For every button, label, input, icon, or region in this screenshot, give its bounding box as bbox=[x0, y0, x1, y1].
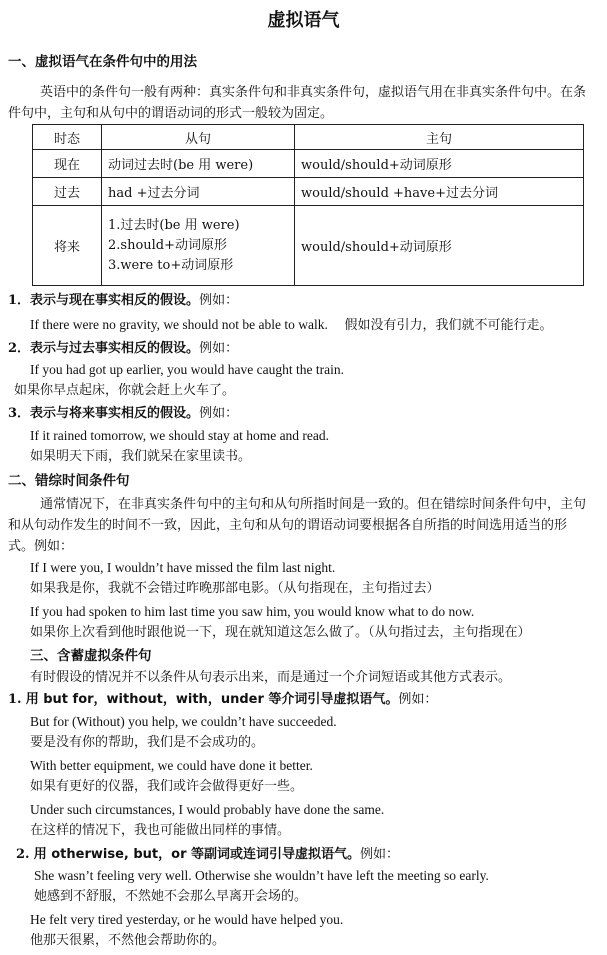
table-row bbox=[33, 178, 584, 206]
document-title: 虚拟语气 bbox=[267, 10, 340, 31]
table-cell-clause bbox=[102, 206, 295, 286]
clause-option: 1.过去时(be 用 were) bbox=[108, 217, 240, 233]
example-chinese: 她感到不舒服，不然她不会那么早离开会场的。 bbox=[34, 889, 308, 904]
point-tail: 例如： bbox=[398, 692, 438, 707]
example-english: He felt very tired yesterday, or he would have helped you. bbox=[30, 912, 344, 927]
table-cell-tense: 将来 bbox=[33, 206, 102, 286]
example-chinese: 如果你上次看到他时跟他说一下，现在就知道这怎么做了。（从句指过去，主句指现在） bbox=[30, 625, 531, 640]
point-title: 表示与将来事实相反的假设。 bbox=[30, 406, 200, 421]
point-2-heading bbox=[8, 339, 238, 359]
point-title: 表示与过去事实相反的假设。 bbox=[30, 341, 200, 356]
table-header-row bbox=[33, 125, 584, 150]
table-cell-main: would/should+动词原形 bbox=[295, 150, 584, 178]
table-cell-main: would/should +have+过去分词 bbox=[295, 178, 584, 206]
table-header-clause: 从句 bbox=[102, 125, 295, 150]
clause-option: 3.were to+动词原形 bbox=[108, 257, 234, 273]
table-cell-tense: 过去 bbox=[33, 178, 102, 206]
point-tail: 例如： bbox=[199, 293, 239, 308]
point-number: 1. bbox=[8, 692, 22, 707]
example-english: With better equipment, we could have done it better. bbox=[30, 758, 313, 773]
example-chinese: 如果你早点起床，你就会赶上火车了。 bbox=[14, 383, 236, 398]
section-1-heading: 一、虚拟语气在条件句中的用法 bbox=[8, 54, 197, 70]
example-english: If I were you, I wouldn’t have missed the film last night. bbox=[30, 560, 336, 575]
example-chinese: 如果我是你，我就不会错过昨晚那部电影。（从句指现在，主句指过去） bbox=[30, 581, 440, 596]
section-2-intro: 通常情况下，在非真实条件句中的主句和从句所指时间是一致的。但在错综时间条件句中，主句和从句动作发生的时间不一致，因此，主句和从句的谓语动词要根据各自所指的时间选用适当的形式。例如： bbox=[8, 497, 587, 554]
point-title: 用 but for，without，with，under 等介词引导虚拟语气。 bbox=[25, 692, 399, 707]
point-title: 表示与现在事实相反的假设。 bbox=[30, 293, 200, 308]
section-3-heading: 三、含蓄虚拟条件句 bbox=[30, 648, 152, 664]
example-english: Under such circumstances, I would probably have done the same. bbox=[30, 802, 385, 817]
table-row bbox=[33, 206, 584, 286]
example-chinese: 他那天很累，不然他会帮助你的。 bbox=[30, 933, 226, 948]
example-chinese: 要是没有你的帮助，我们是不会成功的。 bbox=[30, 735, 265, 750]
section-2-heading: 二、错综时间条件句 bbox=[8, 473, 130, 489]
point-tail: 例如： bbox=[360, 847, 400, 862]
point-title: 用 otherwise, but，or 等副词或连词引导虚拟语气。 bbox=[33, 847, 361, 862]
point-number: 1． bbox=[8, 293, 31, 308]
section-3-intro: 有时假设的情况并不以条件从句表示出来，而是通过一个介词短语或其他方式表示。 bbox=[30, 670, 512, 685]
point-number: 2． bbox=[8, 341, 31, 356]
table-cell-tense: 现在 bbox=[33, 150, 102, 178]
table-header-main: 主句 bbox=[295, 125, 584, 150]
table-row bbox=[33, 150, 584, 178]
point-tail: 例如： bbox=[199, 341, 239, 356]
point-3-heading bbox=[8, 404, 238, 424]
example-english: If it rained tomorrow, we should stay at home and read. bbox=[30, 428, 330, 443]
example-chinese: 如果有更好的仪器，我们或许会做得更好一些。 bbox=[30, 779, 304, 794]
example-english: She wasn’t feeling very well. Otherwise she wouldn’t have left the meeting so early. bbox=[34, 868, 489, 883]
table-cell-clause: 动词过去时(be 用 were) bbox=[102, 150, 295, 178]
example-english: But for (Without) you help, we couldn’t have succeeded. bbox=[30, 714, 337, 729]
example-chinese: 如果明天下雨，我们就呆在家里读书。 bbox=[30, 449, 252, 464]
point-1-heading bbox=[8, 291, 238, 311]
example-english: If you had spoken to him last time you saw him, you would know what to do now. bbox=[30, 604, 475, 619]
clause-option: 2.should+动词原形 bbox=[108, 237, 228, 253]
section-3-point-2-heading bbox=[16, 845, 399, 865]
table-cell-main: would/should+动词原形 bbox=[295, 206, 584, 286]
section-1-intro: 英语中的条件句一般有两种：真实条件句和非真实条件句，虚拟语气用在非真实条件句中。在条件句中，主句和从句中的谓语动词的形式一般较为固定。 bbox=[8, 85, 587, 121]
example-line bbox=[30, 315, 552, 336]
example-english: If you had got up earlier, you would have caught the train. bbox=[30, 362, 344, 377]
example-english: If there were no gravity, we should not be able to walk. bbox=[30, 317, 328, 332]
point-tail: 例如： bbox=[199, 406, 239, 421]
conditional-forms-table bbox=[32, 124, 584, 286]
table-cell-clause: had +过去分词 bbox=[102, 178, 295, 206]
point-number: 3． bbox=[8, 406, 31, 421]
table-header-tense: 时态 bbox=[33, 125, 102, 150]
section-3-point-1-heading bbox=[8, 690, 437, 710]
example-chinese: 在这样的情况下，我也可能做出同样的事情。 bbox=[30, 823, 291, 838]
point-number: 2. bbox=[16, 847, 30, 862]
example-chinese: 假如没有引力，我们就不可能行走。 bbox=[344, 318, 553, 333]
